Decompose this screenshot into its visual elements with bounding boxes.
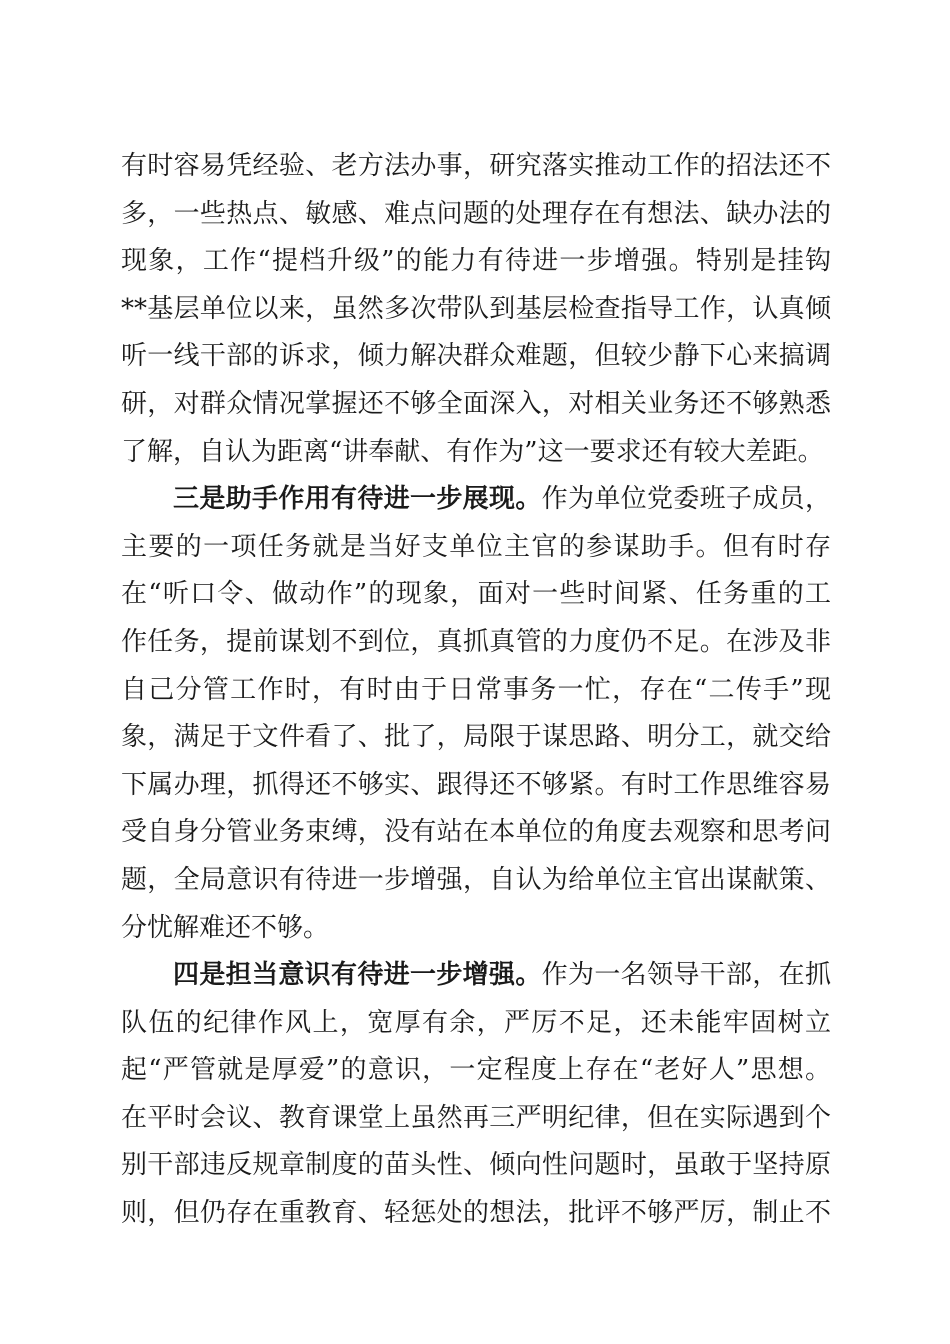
heading-rest: 作为一名领导干部，在抓 <box>541 960 831 991</box>
text-line: 有时容易凭经验、老方法办事，研究落实推动工作的招法还不 <box>121 151 831 181</box>
text-line: 受自身分管业务束缚，没有站在本单位的角度去观察和思考问 <box>121 817 831 848</box>
text-line <box>121 476 831 524</box>
heading-rest: 作为单位党委班子成员， <box>541 484 831 515</box>
text-line: 听一线干部的诉求，倾力解决群众难题，但较少静下心来搞调 <box>121 341 831 372</box>
text-line: 象，满足于文件看了、批了，局限于谋思路、明分工，就交给 <box>121 722 831 753</box>
text-line: 作任务，提前谋划不到位，真抓真管的力度仍不足。在涉及非 <box>121 626 831 657</box>
text-line: 在“听口令、做动作”的现象，面对一些时间紧、任务重的工 <box>121 579 831 610</box>
text-line: 则，但仍存在重教育、轻惩处的想法，批评不够严厉，制止不 <box>121 1198 831 1229</box>
paragraph-3 <box>121 952 831 1238</box>
text-line: **基层单位以来，虽然多次带队到基层检查指导工作，认真倾 <box>121 293 831 324</box>
text-line: 在平时会议、教育课堂上虽然再三严明纪律，但在实际遇到个 <box>121 1102 831 1133</box>
text-line: 主要的一项任务就是当好支单位主官的参谋助手。但有时存 <box>121 531 831 562</box>
text-line: 了解，自认为距离“讲奉献、有作为”这一要求还有较大差距。 <box>121 436 824 467</box>
text-line: 题，全局意识有待进一步增强，自认为给单位主官出谋献策、 <box>121 864 831 895</box>
text-line: 别干部违反规章制度的苗头性、倾向性问题时，虽敢于坚持原 <box>121 1150 831 1181</box>
text-line: 队伍的纪律作风上，宽厚有余，严厉不足，还未能牢固树立 <box>121 1007 831 1038</box>
text-line: 起“严管就是厚爱”的意识，一定程度上存在“老好人”思想。 <box>121 1055 831 1086</box>
text-line: 现象，工作“提档升级”的能力有待进一步增强。特别是挂钩 <box>121 246 831 277</box>
text-line: 多，一些热点、敏感、难点问题的处理存在有想法、缺办法的 <box>121 198 831 229</box>
paragraph-heading: 三是助手作用有待进一步展现。 <box>173 484 542 515</box>
document-body <box>121 143 831 1238</box>
text-line: 下属办理，抓得还不够实、跟得还不够紧。有时工作思维容易 <box>121 769 831 800</box>
text-line: 研，对群众情况掌握还不够全面深入，对相关业务还不够熟悉 <box>121 388 831 419</box>
text-line <box>121 952 831 1000</box>
paragraph-1 <box>121 143 831 476</box>
paragraph-heading: 四是担当意识有待进一步增强。 <box>173 960 542 991</box>
text-line: 分忧解难还不够。 <box>121 912 330 943</box>
paragraph-2 <box>121 476 831 952</box>
text-line: 自己分管工作时，有时由于日常事务一忙，存在“二传手”现 <box>121 674 831 705</box>
